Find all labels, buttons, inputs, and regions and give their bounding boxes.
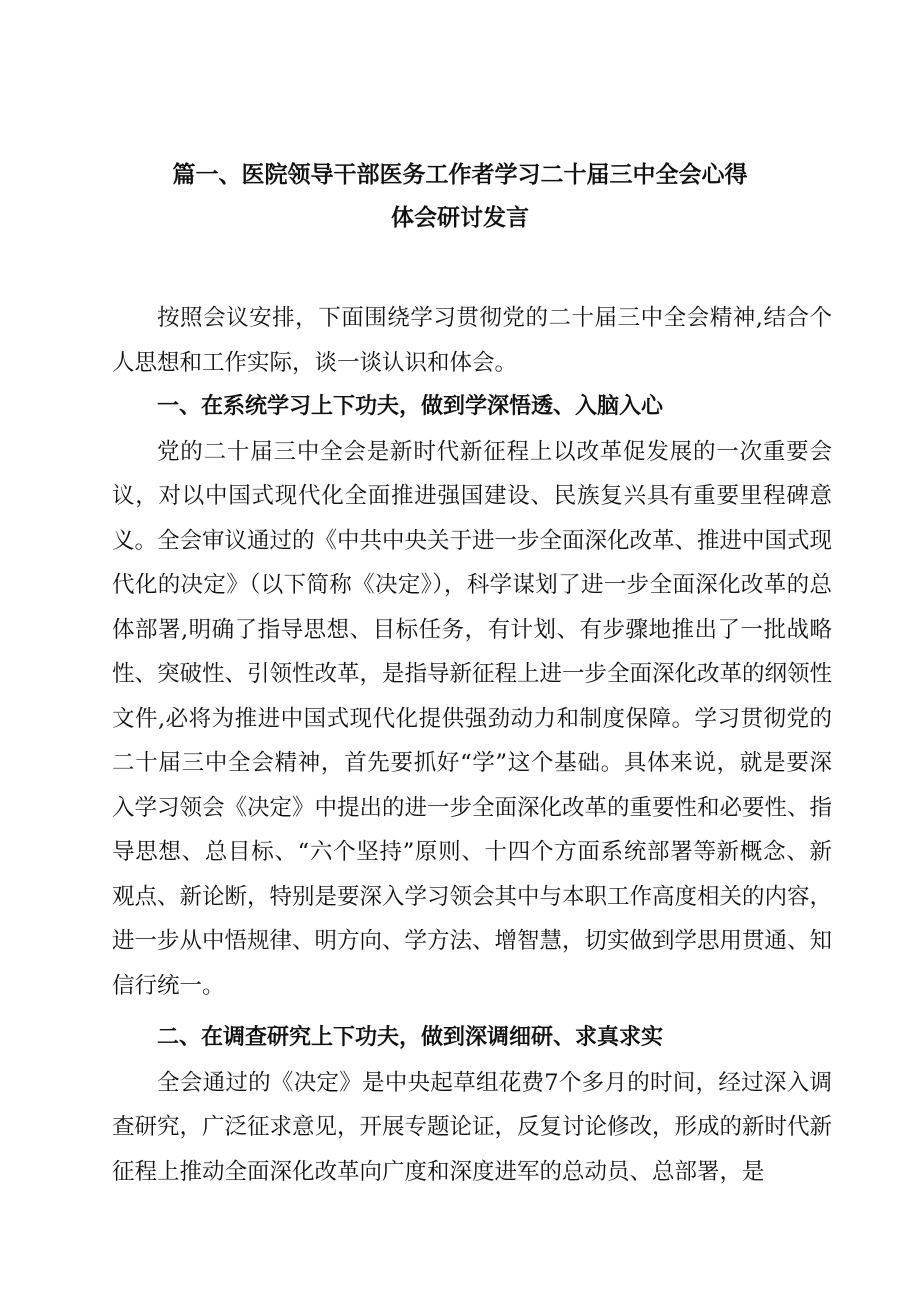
intro-paragraph: 按照会议安排，下面围绕学习贯彻党的二十届三中全会精神,结合个人思想和工作实际，谈一谈认识和体会。 <box>112 305 832 376</box>
section-heading-2: 二、在调查研究上下功夫，做到深调细研、求真求实 <box>157 1025 664 1050</box>
document-title-line-1: 篇一、医院领导干部医务工作者学习二十届三中全会心得 <box>172 162 748 188</box>
section-1-paragraph: 党的二十届三中全会是新时代新征程上以改革促发展的一次重要会议，对以中国式现代化全面推进强国建设、民族复兴具有重要里程碑意义。全会审议通过的《中共中央关于进一步全面深化改革、推进中国式现代化的决定》（以下简称《决定》），科学谋划了进一步全面深化改革的总体部署,明确了指导思想、目标任务，有计划、有步骤地推出了一批战略性、突破性、引领性改革，是指导新征程上进一步全面深化改革的纲领性文件,必将为推进中国式现代化提供强劲动力和制度保障。学习贯彻党的二十届三中全会精神，首先要抓好“学”这个基础。具体来说，就是要深入学习领会《决定》中提出的进一步全面深化改革的重要性和必要性、指导思想、总目标、“六个坚持”原则、十四个方面系统部署等新概念、新观点、新论断，特别是要深入学习领会其中与本职工作高度相关的内容，进一步从中悟规律、明方向、学方法、增智慧，切实做到学思用贯通、知信行统一。 <box>112 438 833 999</box>
document-body <box>112 296 832 1194</box>
section-heading-1: 一、在系统学习上下功夫，做到学深悟透、入脑入心 <box>157 394 664 419</box>
section-2-paragraph: 全会通过的《决定》是中央起草组花费7个多月的时间，经过深入调查研究，广泛征求意见，开展专题论证，反复讨论修改，形成的新时代新征程上推动全面深化改革向广度和深度进军的总动员、总部署，是 <box>112 1069 833 1185</box>
section-gap <box>112 1008 832 1016</box>
document-title-line-2: 体会研讨发言 <box>391 205 529 231</box>
